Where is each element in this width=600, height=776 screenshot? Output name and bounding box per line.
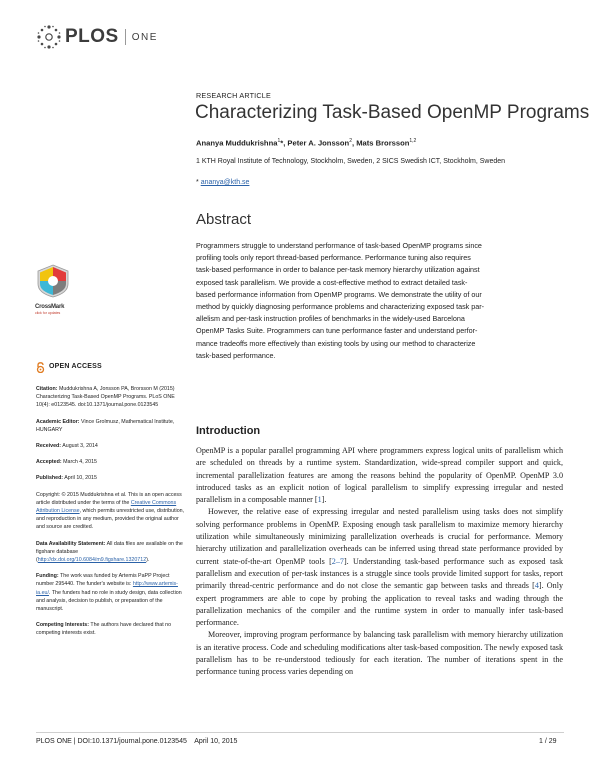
author-list: Ananya Muddukrishna$^1$*, Peter A. Jonsson$^2$, Mats Brorsson$^{1,2}$ [196, 138, 417, 148]
editor-label: Academic Editor: [36, 418, 80, 425]
logo-divider [125, 29, 126, 45]
author-affil-sup: 2 [349, 138, 352, 144]
author-name[interactable]: Peter A. Jonsson [287, 138, 350, 148]
published-date: April 10, 2015 [64, 475, 97, 482]
accepted-label: Accepted: [36, 459, 62, 466]
competing-interests-text: The authors have declared that no competing interests exist. [36, 622, 172, 637]
footer-journal-doi: PLOS ONE | DOI:10.1371/journal.pone.0123545 April 10, 2015 [36, 738, 238, 745]
accepted-block [36, 458, 186, 466]
author-affil-sup: 1 [277, 138, 281, 144]
open-access-badge [36, 362, 186, 373]
abstract-line: based performance information from OpenMP programs. We demonstrate the utility of our [196, 289, 482, 299]
crossmark-subtitle: click for updates [35, 311, 61, 315]
abstract-body [196, 240, 561, 362]
plos-brand: PLOS [65, 26, 119, 47]
abstract-heading: Abstract [196, 211, 252, 228]
open-access-label: OPEN ACCESS [49, 363, 102, 371]
abstract-line: exposed task parallelism. We provide a cost-effective method to extract detailed task- [196, 277, 468, 287]
editor-block [36, 418, 186, 434]
crossmark-label: CrossMark [35, 304, 65, 310]
journal-name: ONE [131, 31, 158, 43]
published-label: Published: [36, 475, 64, 482]
abstract-line: allelism and per-task instruction profiles of benchmarks in the widely-used Barcelona [196, 314, 465, 324]
funding-block [36, 572, 186, 613]
funding-text: The work was funded by Artemis PaPP Project number 295440. The funder's website is: [36, 573, 170, 588]
crossmark-badge[interactable] [35, 264, 75, 315]
abstract-line: OpenMP Tasks Suite. Programmers can tune performance faster and understand perfor- [196, 326, 478, 336]
article-info-sidebar [36, 362, 186, 646]
competing-interests-label: Competing Interests: [36, 622, 89, 629]
intro-text: However, the relative ease of expressing irregular and nested parallelism using tasks does not simplify solving performance problems in OpenMP. Exposing enough task parallelism to maximize memory hierarchy utilization while simultaneously minimizing parallelization overheads is crucial for performance. Memory hierarchy utilization and parallelization overheads can be inferred using thread state performance provided by current state-of-the-art OpenMP tools [ [196, 507, 563, 566]
license-link[interactable]: Creative Commons Attribution License [36, 499, 177, 515]
email-link[interactable]: ananya@kth.se [200, 179, 250, 186]
crossmark-icon [35, 264, 71, 298]
received-block [36, 442, 186, 450]
accepted-date: March 4, 2015 [63, 459, 97, 466]
citation-block [36, 385, 186, 410]
email-marker: * [196, 179, 199, 186]
abstract-line: Programmers struggle to understand performance of task-based OpenMP programs since [196, 241, 482, 250]
article-type: RESEARCH ARTICLE [196, 91, 271, 100]
abstract-line: profiling tools only report thread-based performance. Performance tuning also requires [196, 253, 471, 263]
funding-text: . The funders had no role in study design, data collection and analysis, decision to publish, or preparation of the manuscript. [36, 589, 182, 613]
intro-paragraph-3: Moreover, improving program performance by balancing task parallelism with memory hierarchy utilization is an iterative process. Code and scheduling modifications alter task-based composition. The newly exposed task parallelism has to be re-understood tediously for each iteration. The number of iterations spent in the performance tuning process varies depending on [196, 630, 563, 677]
abstract-line: method by quickly diagnosing performance problems and characterizing exposed task par- [196, 302, 485, 312]
citation-text: Muddukrishna A, Jonsson PA, Brorsson M (2015) Characterizing Task-Based OpenMP Programs. PLoS ONE 10(4): e0123545. doi:10.1371/journal.pone.0123545 [36, 386, 175, 409]
received-label: Received: [36, 443, 62, 450]
introduction-body [196, 445, 563, 679]
author-name[interactable]: Mats Brorsson [356, 138, 410, 148]
citation-link[interactable]: 1 [317, 495, 322, 505]
copyright-text: Copyright: © 2015 Muddukrishna et al. This is an open access article distributed under the terms of the [36, 491, 182, 506]
citation-label: Citation: [36, 386, 58, 392]
competing-interests-block [36, 621, 186, 637]
introduction-heading: Introduction [196, 425, 261, 437]
author-affil-sup: 1,2 [409, 138, 417, 144]
figshare-link[interactable]: http://dx.doi.org/10.6084/m9.figshare.1320712 [37, 557, 147, 564]
intro-text: ]. [321, 495, 327, 505]
abstract-line: task-based performance in order to balance per-task memory hierarchy utilization against [196, 265, 480, 275]
page-number: 1 / 29 [539, 738, 557, 745]
footer-divider [36, 732, 564, 733]
intro-text: OpenMP is a popular parallel programming API where programmers express logical units of parallelism which are scheduled on threads by a runtime system. Standardization, wide-spread compiler support and quick, incremental parallelization features are among the reasons behind the popularity of OpenMP. OpenMP 3.0 introduced tasks as an explicit notion of logical parallelism to simplify expressing irregular and nested parallelism in a composable manner [ [196, 446, 563, 505]
data-availability-text: ). [146, 557, 150, 564]
author-name[interactable]: Ananya Muddukrishna [196, 138, 278, 148]
funder-link[interactable]: http://www.artemis-ia.eu/ [36, 581, 178, 596]
abstract-line: task-based performance. [196, 350, 276, 360]
citation-link[interactable]: 4 [534, 581, 539, 591]
intro-text: ]. Understanding task-based performance such as exposed task parallelism and execution of per-task instances is a struggle since tools provide limited support for tasks, report primarily thread-centric performance and do not close the semantic gap between tasks and threads [ [196, 556, 563, 591]
data-availability-block [36, 540, 186, 565]
intro-text: ]. Only expert programmers are able to cope by probing the application to reveal tasks and wading through the parallelization mechanics of the compiler and the runtime system in order to manually infer task-based performance. [196, 581, 563, 628]
published-block [36, 474, 186, 482]
editor-text: Vince Grolmusz, Mathematical Institute, HUNGARY [36, 418, 175, 433]
abstract-line: mance tradeoffs more effectively than existing tools by using our method to characterize [196, 338, 476, 348]
data-availability-label: Data Availability Statement: [36, 540, 106, 547]
data-availability-text: All data files are available on the figshare database ( [36, 540, 183, 564]
citation-link[interactable]: 2–7 [331, 556, 344, 566]
copyright-block [36, 491, 186, 532]
corresponding-email [196, 179, 249, 186]
open-lock-icon [36, 362, 45, 373]
copyright-text: , which permits unrestricted use, distribution, and reproduction in any medium, provided the original author and source are credited. [36, 508, 185, 531]
intro-paragraph-2 [196, 506, 563, 629]
received-date: August 3, 2014 [62, 443, 98, 450]
affiliations: 1 KTH Royal Institute of Technology, Stockholm, Sweden, 2 SICS Swedish ICT, Stockholm, Sweden [196, 158, 506, 165]
funding-label: Funding: [36, 573, 59, 580]
intro-paragraph-1 [196, 445, 563, 506]
corresponding-mark: * [280, 138, 284, 148]
plos-one-logo[interactable] [36, 24, 158, 50]
plos-logo-icon [36, 24, 62, 50]
article-title: Characterizing Task-Based OpenMP Programs [195, 102, 590, 123]
